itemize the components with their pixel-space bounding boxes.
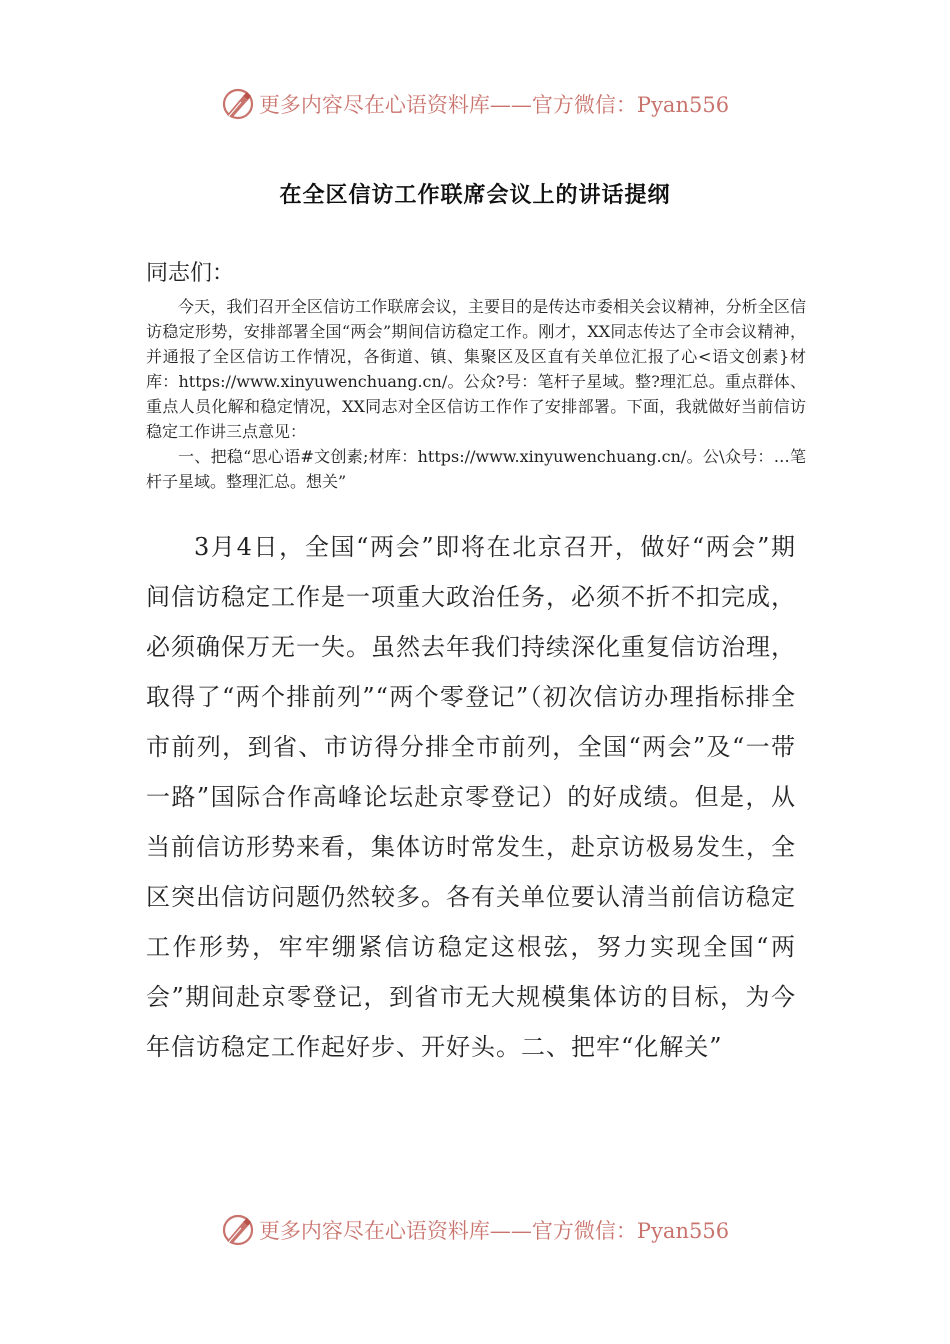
intro-section <box>146 294 806 494</box>
header-banner <box>0 84 950 124</box>
document-title: 在全区信访工作联席会议上的讲话提纲 <box>279 183 671 208</box>
pen-nib-logo-icon <box>221 87 255 121</box>
intro-paragraph: 今天，我们召开全区信访工作联席会议，主要目的是传达市委相关会议精神，分析全区信访稳定形势，安排部署全国“两会”期间信访稳定工作。刚才，XX同志传达了全市会议精神，并通报了全区信访工作情况，各街道、镇、集聚区及区直有关单位汇报了心<语文创素}材库：https://www.xinyuwenchuang.cn/。公众?号：笔杆子星域。整?理汇总。重点群体、重点人员化解和稳定情况，XX同志对全区信访工作作了安排部署。下面，我就做好当前信访稳定工作讲三点意见： <box>146 297 806 441</box>
main-paragraph: 3月4日，全国“两会”即将在北京召开，做好“两会”期间信访稳定工作是一项重大政治任务，必须不折不扣完成，必须确保万无一失。虽然去年我们持续深化重复信访治理，取得了“两个排前列”“两个零登记”（初次信访办理指标排全市前列，到省、市访得分排全市前列，全国“两会”及“一带一路”国际合作高峰论坛赴京零登记）的好成绩。但是，从当前信访形势来看，集体访时常发生，赴京访极易发生，全区突出信访问题仍然较多。各有关单位要认清当前信访稳定工作形势，牢牢绷紧信访稳定这根弦，努力实现全国“两会”期间赴京零登记，到省市无大规模集体访的目标，为今年信访稳定工作起好步、开好头。二、把牢“化解关” <box>146 533 796 1061</box>
footer-banner-text: 更多内容尽在心语资料库——官方微信：Pyan556 <box>258 1219 730 1243</box>
footer-banner <box>0 1210 950 1250</box>
main-section <box>146 522 796 1072</box>
header-banner-text: 更多内容尽在心语资料库——官方微信：Pyan556 <box>258 93 730 117</box>
pen-nib-logo-icon <box>221 1213 255 1247</box>
intro-paragraph: 一、把稳“思心语#文创素;材库：https://www.xinyuwenchuang.cn/。公\众号：…笔杆子星域。整理汇总。想关” <box>146 447 806 491</box>
salutation: 同志们： <box>146 261 235 286</box>
